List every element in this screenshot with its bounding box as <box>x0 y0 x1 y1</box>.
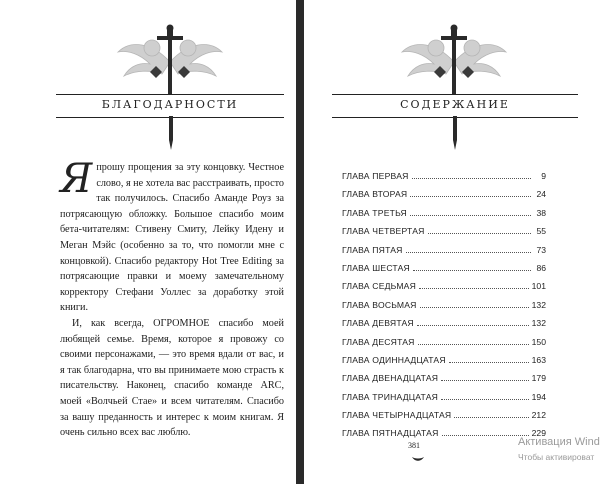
toc-entry <box>342 280 546 298</box>
sword-tip-icon <box>450 116 460 150</box>
toc-dot-leader <box>428 225 531 234</box>
toc-chapter-label: ГЛАВА СЕДЬМАЯ <box>342 281 417 292</box>
toc-entry <box>342 170 546 188</box>
toc-page-number: 73 <box>536 244 546 255</box>
watermark-subtitle: Чтобы активироват <box>518 452 595 462</box>
toc-dot-leader <box>410 207 531 216</box>
toc-entry <box>342 336 546 354</box>
paragraph-1-text: прошу прощения за эту концовку. Честное слово, я не хотела вас расстраивать, просто так получилось. Спасибо Аманде Роуз за потрясающую обложку. Большое спасибо моим бета-читателям: Стивену Смиту, Лейку Идену и Меган Мэйс (особенно за то, что помогли мне с концовкой). Спасибо редактору Hot Tree Editing за потрясающие правки и моему замечательному корректору Стефани Уоллес за доработку этой книги. <box>60 162 285 314</box>
toc-page-number: 38 <box>536 207 546 218</box>
toc-chapter-label: ГЛАВА ДЕСЯТАЯ <box>342 336 415 347</box>
toc-dot-leader <box>419 280 529 289</box>
left-page <box>0 0 296 484</box>
acknowledgements-heading <box>56 94 284 118</box>
toc-page-number: 101 <box>531 281 546 292</box>
toc-dot-leader <box>420 299 529 308</box>
toc-page-number: 9 <box>541 171 546 181</box>
toc-chapter-label: ГЛАВА ДВЕНАДЦАТАЯ <box>342 373 439 384</box>
right-page <box>304 0 600 484</box>
toc-chapter-label: ГЛАВА ДЕВЯТАЯ <box>342 318 414 329</box>
toc-page-number: 229 <box>531 428 546 439</box>
toc-dot-leader <box>417 317 529 326</box>
toc-chapter-label: ГЛАВА ВОСЬМАЯ <box>342 299 417 310</box>
contents-title: СОДЕРЖАНИЕ <box>400 98 510 111</box>
toc-entry <box>342 244 546 262</box>
toc-chapter-label: ГЛАВА ПЯТАЯ <box>342 244 403 255</box>
toc-entry <box>342 262 546 280</box>
sword-emblem-icon <box>384 22 524 94</box>
toc-dot-leader <box>418 336 529 345</box>
toc-page-number: 212 <box>531 410 546 421</box>
toc-dot-leader <box>449 354 529 363</box>
toc-dot-leader <box>413 262 531 271</box>
toc-entry <box>342 188 546 206</box>
toc-page-number: 24 <box>536 189 546 200</box>
toc-dot-leader <box>406 244 531 253</box>
heading-rule-top <box>332 94 578 95</box>
toc-chapter-label: ГЛАВА ТРИНАДЦАТАЯ <box>342 391 439 402</box>
paragraph-1 <box>60 156 285 316</box>
toc-page-number: 163 <box>531 354 546 365</box>
toc-entry <box>342 427 546 445</box>
sword-emblem-icon <box>100 22 240 94</box>
watermark-title: Активация Wind <box>518 436 600 448</box>
toc-entry <box>342 299 546 317</box>
toc-entry <box>342 354 546 372</box>
toc-page-number: 132 <box>531 318 546 329</box>
toc-chapter-label: ГЛАВА ТРЕТЬЯ <box>342 207 407 218</box>
toc-page-number: 55 <box>536 226 546 237</box>
toc-entry <box>342 207 546 225</box>
toc-chapter-label: ГЛАВА ЧЕТВЕРТАЯ <box>342 226 425 237</box>
sword-tip-icon <box>166 116 176 150</box>
heading-rule-top <box>56 94 284 95</box>
page-number: 381 <box>408 441 420 450</box>
acknowledgements-text <box>60 156 285 441</box>
toc-entry <box>342 391 546 409</box>
toc-chapter-label: ГЛАВА ОДИННАДЦАТАЯ <box>342 354 446 365</box>
toc-page-number: 150 <box>531 336 546 347</box>
windows-activation-watermark <box>518 436 600 462</box>
toc-dot-leader <box>441 372 529 381</box>
toc-chapter-label: ГЛАВА ШЕСТАЯ <box>342 262 410 273</box>
table-of-contents <box>342 170 546 446</box>
toc-chapter-label: ГЛАВА ВТОРАЯ <box>342 189 408 200</box>
book-gutter <box>296 0 304 484</box>
toc-page-number: 179 <box>531 373 546 384</box>
toc-page-number: 132 <box>531 299 546 310</box>
drop-cap: Я <box>60 156 93 202</box>
toc-entry <box>342 225 546 243</box>
toc-entry <box>342 317 546 335</box>
toc-entry <box>342 409 546 427</box>
toc-dot-leader <box>454 409 528 418</box>
toc-chapter-label: ГЛАВА ЧЕТЫРНАДЦАТАЯ <box>342 410 452 421</box>
contents-heading <box>332 94 578 118</box>
toc-chapter-label: ГЛАВА ПЕРВАЯ <box>342 171 409 181</box>
toc-page-number: 194 <box>531 391 546 402</box>
acknowledgements-title: БЛАГОДАРНОСТИ <box>101 98 239 111</box>
toc-entry <box>342 372 546 390</box>
toc-chapter-label: ГЛАВА ПЯТНАДЦАТАЯ <box>342 428 439 439</box>
toc-dot-leader <box>442 427 529 436</box>
toc-dot-leader <box>412 170 531 179</box>
toc-dot-leader <box>410 188 531 197</box>
toc-dot-leader <box>441 391 529 400</box>
paragraph-2: И, как всегда, ОГРОМНОЕ спасибо моей любящей семье. Время, которое я провожу со своими персонажами, — это время вдали от вас, и я так благодарна, что вы принимаете мою страсть к писательству. Наконец, спасибо команде ARC, моей «Волчьей Стае» и всем читателям. Спасибо за вашу преданность и интерес к моим книгам. Я очень сильно всех вас люблю. <box>60 317 284 439</box>
page-ornament-icon <box>412 456 424 462</box>
toc-page-number: 86 <box>536 262 546 273</box>
